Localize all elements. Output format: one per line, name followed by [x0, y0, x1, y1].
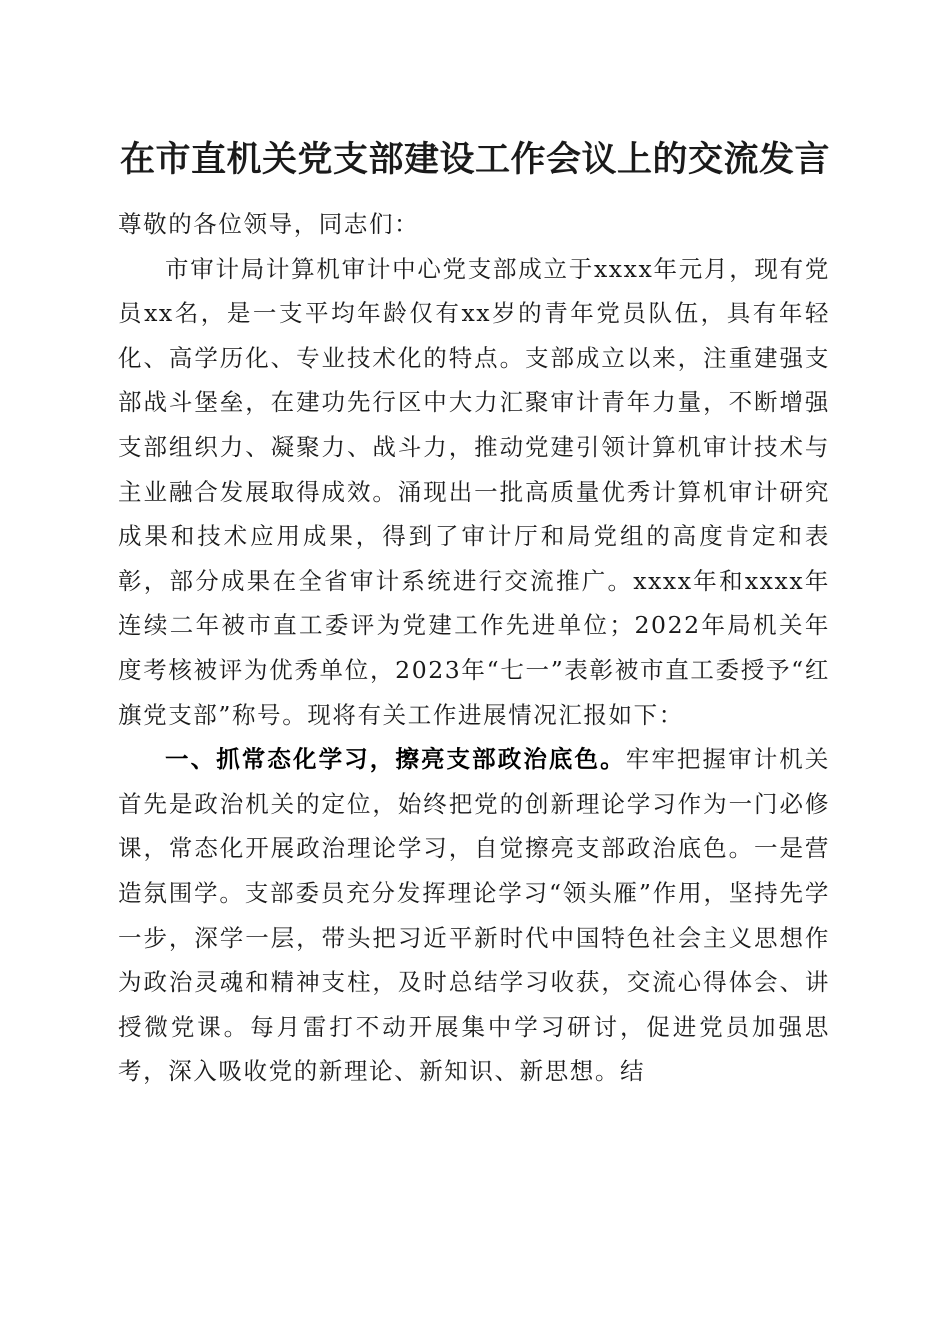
document-body: [118, 202, 830, 1094]
paragraph-section-1: [118, 737, 830, 1094]
salutation: 尊敬的各位领导，同志们：: [118, 210, 420, 238]
paragraph-text: 牢牢把握审计机关首先是政治机关的定位，始终把党的创新理论学习作为一门必修课，常态化开展政治理论学习，自觉擦亮支部政治底色。一是营造氛围学。支部委员充分发挥理论学习“领头雁”作用，坚持先学一步，深学一层，带头把习近平新时代中国特色社会主义思想作为政治灵魂和精神支柱，及时总结学习收获，交流心得体会、讲授微党课。每月雷打不动开展集中学习研讨，促进党员加强思考，深入吸收党的新理论、新知识、新思想。结: [118, 745, 830, 1086]
paragraph-intro: [118, 247, 830, 738]
paragraph-text: 市审计局计算机审计中心党支部成立于xxxx年元月，现有党员xx名，是一支平均年龄仅有xx岁的青年党员队伍，具有年轻化、高学历化、专业技术化的特点。支部成立以来，注重建强支部战斗堡垒，在建功先行区中大力汇聚审计青年力量，不断增强支部组织力、凝聚力、战斗力，推动党建引领计算机审计技术与主业融合发展取得成效。涌现出一批高质量优秀计算机审计研究成果和技术应用成果，得到了审计厅和局党组的高度肯定和表彰，部分成果在全省审计系统进行交流推广。xxxx年和xxxx年连续二年被市直工委评为党建工作先进单位；2022年局机关年度考核被评为优秀单位，2023年“七一”表彰被市直工委授予“红旗党支部”称号。现将有关工作进展情况汇报如下：: [118, 254, 830, 729]
section-heading: 一、抓常态化学习，擦亮支部政治底色。: [165, 745, 626, 774]
document-title: 在市直机关党支部建设工作会议上的交流发言: [119, 139, 830, 180]
